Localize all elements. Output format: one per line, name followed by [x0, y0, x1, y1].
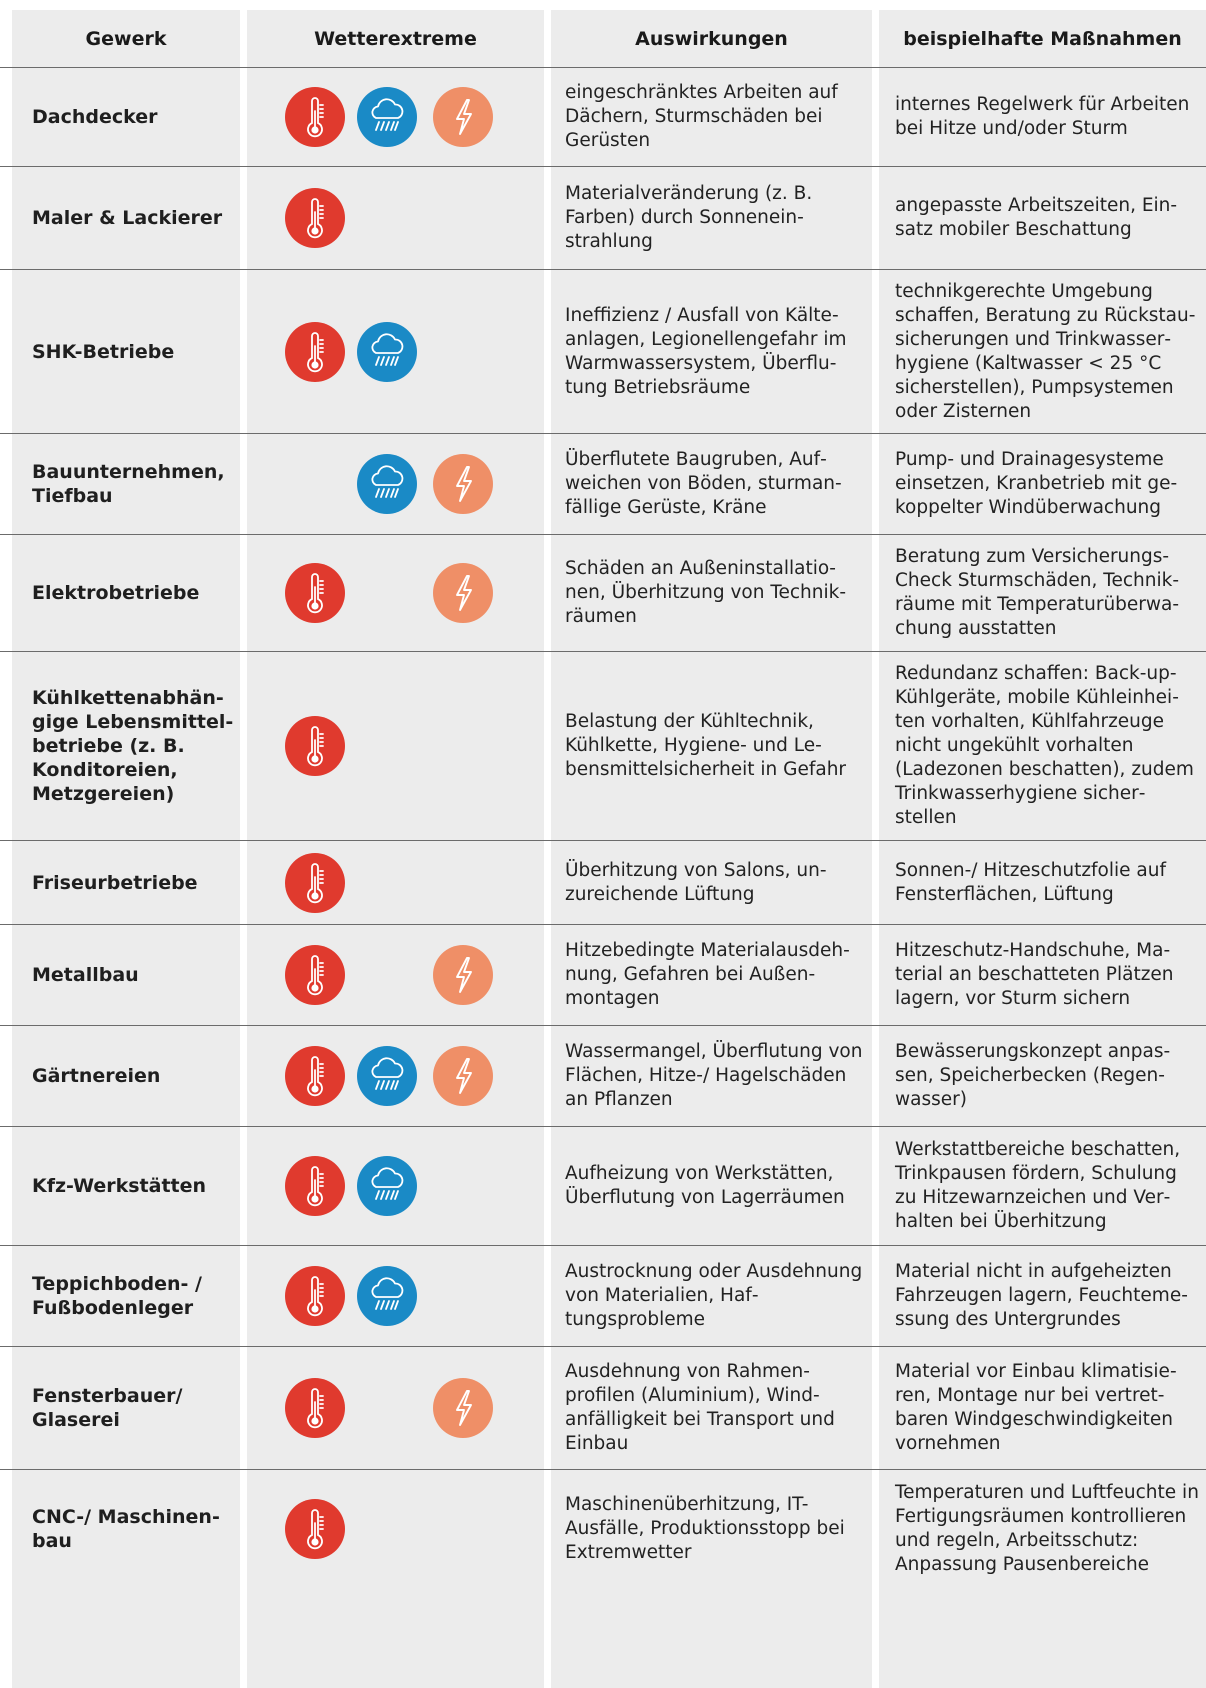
- weather-icon-group: [247, 714, 544, 778]
- thermometer-icon: [285, 1378, 345, 1438]
- rain-cloud-icon: [357, 322, 417, 382]
- thermometer-icon: [285, 716, 345, 776]
- wetterextreme-cell: [247, 1347, 544, 1469]
- weather-icon-group: [247, 561, 544, 625]
- gewerk-cell: [12, 652, 240, 840]
- auswirkungen-text: Hitzebedingte Materialausdehnung, Gefahren bei Außenmontagen: [565, 940, 850, 1009]
- rain-cloud-icon: [357, 1156, 417, 1216]
- wetterextreme-cell: [247, 167, 544, 269]
- massnahmen-cell: [879, 434, 1206, 534]
- header-gewerk: Gewerk: [85, 27, 167, 50]
- massnahmen-cell: [879, 1470, 1206, 1588]
- wetterextreme-cell: [247, 434, 544, 534]
- auswirkungen-cell: [551, 1246, 872, 1346]
- table-row: [0, 652, 1206, 841]
- table-row: [0, 1026, 1206, 1127]
- wetterextreme-cell: [247, 841, 544, 924]
- auswirkungen-cell: [551, 1347, 872, 1469]
- rain-cloud-icon: [357, 87, 417, 147]
- massnahmen-cell: [879, 535, 1206, 651]
- massnahmen-text: Werkstattbereiche beschatten, Trinkpausen fördern, Schulung zu Hitzewarnzeichen und Verhalten bei Überhitzung: [895, 1139, 1181, 1232]
- climate-measures-table: [0, 10, 1206, 1588]
- gewerk-cell: [12, 1246, 240, 1346]
- lightning-icon: [433, 1378, 493, 1438]
- wetterextreme-cell: [247, 1246, 544, 1346]
- weather-icon-group: [247, 1497, 544, 1561]
- gewerk-cell: [12, 535, 240, 651]
- thermometer-icon: [285, 1046, 345, 1106]
- massnahmen-text: angepasste Arbeitszeiten, Einsatz mobiler Beschattung: [895, 195, 1178, 240]
- massnahmen-cell: [879, 68, 1206, 166]
- weather-icon-group: [247, 851, 544, 915]
- weather-icon-group: [247, 1154, 544, 1218]
- wetterextreme-cell: [247, 652, 544, 840]
- massnahmen-text: Redundanz schaffen: Back-up-Kühlgeräte, mobile Kühleinheiten vorhalten, Kühlfahrzeuge nicht ungekühlt vorhalten (Ladezonen beschatten), zudem Trinkwasserhygiene sicherstellen: [895, 663, 1194, 828]
- table-header-row: [0, 10, 1206, 68]
- table-row: [0, 1127, 1206, 1246]
- massnahmen-text: Material nicht in aufgeheizten Fahrzeugen lagern, Feuchtemessung des Untergrundes: [895, 1261, 1188, 1330]
- table-row: [0, 841, 1206, 925]
- auswirkungen-text: Aufheizung von Werkstätten, Überflutung von Lagerräumen: [565, 1163, 845, 1208]
- lightning-icon: [433, 87, 493, 147]
- gewerk-name: Elektrobetriebe: [32, 582, 200, 604]
- wetterextreme-cell: [247, 925, 544, 1025]
- gewerk-name: Fensterbauer/ Glaserei: [32, 1385, 183, 1431]
- gewerk-cell: [12, 68, 240, 166]
- thermometer-icon: [285, 563, 345, 623]
- gewerk-cell: [12, 270, 240, 433]
- massnahmen-cell: [879, 652, 1206, 840]
- gewerk-cell: [12, 1026, 240, 1126]
- thermometer-icon: [285, 945, 345, 1005]
- auswirkungen-cell: [551, 841, 872, 924]
- massnahmen-cell: [879, 1246, 1206, 1346]
- weather-icon-group: [247, 186, 544, 250]
- gewerk-name: Kühlkettenabhängige Lebensmittelbetriebe (z. B. Konditoreien, Metzgereien): [32, 687, 234, 805]
- massnahmen-text: Pump- und Drainagesysteme einsetzen, Kranbetrieb mit gekoppelter Windüberwachung: [895, 449, 1178, 518]
- rain-cloud-icon: [357, 1046, 417, 1106]
- gewerk-name: Metallbau: [32, 964, 139, 986]
- thermometer-icon: [285, 853, 345, 913]
- auswirkungen-text: Ausdehnung von Rahmenprofilen (Aluminium), Windanfälligkeit bei Transport und Einbau: [565, 1361, 835, 1454]
- gewerk-name: Dachdecker: [32, 106, 158, 128]
- massnahmen-text: internes Regelwerk für Arbeiten bei Hitze und/oder Sturm: [895, 94, 1190, 139]
- massnahmen-cell: [879, 1347, 1206, 1469]
- table-row: [0, 535, 1206, 652]
- weather-icon-group: [247, 85, 544, 149]
- gewerk-cell: [12, 1347, 240, 1469]
- auswirkungen-text: eingeschränktes Arbeiten auf Dächern, Sturmschäden bei Gerüsten: [565, 82, 838, 151]
- wetterextreme-cell: [247, 1470, 544, 1588]
- massnahmen-text: Beratung zum Versicherungs-Check Sturmschäden, Technikräume mit Temperaturüberwachung ausstatten: [895, 546, 1180, 639]
- massnahmen-text: technikgerechte Umgebung schaffen, Beratung zu Rückstausicherungen und Trinkwasserhygiene (Kaltwasser < 25 °C sicherstellen), Pumpsystemen oder Zisternen: [895, 280, 1196, 422]
- massnahmen-text: Bewässerungskonzept anpassen, Speicherbecken (Regenwasser): [895, 1041, 1171, 1110]
- gewerk-cell: [12, 1127, 240, 1245]
- auswirkungen-text: Ineffizienz / Ausfall von Kälteanlagen, Legionellengefahr im Warmwassersystem, Überflutung Betriebsräume: [565, 304, 847, 398]
- table-body: [0, 68, 1206, 1588]
- massnahmen-cell: [879, 841, 1206, 924]
- lightning-icon: [433, 945, 493, 1005]
- gewerk-name: Friseurbetriebe: [32, 871, 198, 894]
- weather-icon-group: [247, 320, 544, 384]
- lightning-icon: [433, 563, 493, 623]
- auswirkungen-cell: [551, 434, 872, 534]
- gewerk-name: CNC-/ Maschinenbau: [32, 1506, 220, 1552]
- auswirkungen-text: Überhitzung von Salons, unzureichende Lüftung: [565, 859, 827, 905]
- thermometer-icon: [285, 1156, 345, 1216]
- auswirkungen-cell: [551, 68, 872, 166]
- auswirkungen-cell: [551, 167, 872, 269]
- lightning-icon: [433, 1046, 493, 1106]
- wetterextreme-cell: [247, 270, 544, 433]
- table-row: [0, 434, 1206, 535]
- gewerk-cell: [12, 167, 240, 269]
- table-row: [0, 925, 1206, 1026]
- massnahmen-text: Sonnen-/ Hitzeschutzfolie auf Fensterflächen, Lüftung: [895, 859, 1166, 905]
- auswirkungen-cell: [551, 1127, 872, 1245]
- gewerk-name: Maler & Lackierer: [32, 207, 223, 229]
- auswirkungen-text: Austrocknung oder Ausdehnung von Materialien, Haftungsprobleme: [565, 1261, 863, 1330]
- gewerk-name: Kfz-Werkstätten: [32, 1175, 207, 1197]
- table-row: [0, 1246, 1206, 1347]
- gewerk-cell: [12, 925, 240, 1025]
- massnahmen-cell: [879, 1026, 1206, 1126]
- gewerk-cell: [12, 434, 240, 534]
- massnahmen-cell: [879, 1127, 1206, 1245]
- rain-cloud-icon: [357, 1266, 417, 1326]
- massnahmen-text: Temperaturen und Luftfeuchte in Fertigungsräumen kontrollieren und regeln, Arbeitsschutz: Anpassung Pausenbereiche: [895, 1482, 1199, 1575]
- gewerk-cell: [12, 841, 240, 924]
- gewerk-name: SHK-Betriebe: [32, 340, 175, 363]
- auswirkungen-cell: [551, 535, 872, 651]
- table-row: [0, 68, 1206, 167]
- gewerk-name: Gärtnereien: [32, 1065, 161, 1087]
- rain-cloud-icon: [357, 454, 417, 514]
- header-auswirkungen: Auswirkungen: [635, 27, 788, 50]
- wetterextreme-cell: [247, 1127, 544, 1245]
- header-wetterextreme: Wetterextreme: [314, 27, 477, 50]
- thermometer-icon: [285, 87, 345, 147]
- weather-icon-group: [247, 1264, 544, 1328]
- lightning-icon: [433, 454, 493, 514]
- thermometer-icon: [285, 188, 345, 248]
- auswirkungen-text: Schäden an Außeninstallationen, Überhitzung von Technikräumen: [565, 558, 847, 627]
- massnahmen-cell: [879, 270, 1206, 433]
- thermometer-icon: [285, 1499, 345, 1559]
- auswirkungen-cell: [551, 1470, 872, 1588]
- massnahmen-text: Material vor Einbau klimatisieren, Montage nur bei vertretbaren Windgeschwindigkeiten vornehmen: [895, 1361, 1177, 1454]
- auswirkungen-cell: [551, 270, 872, 433]
- auswirkungen-text: Überflutete Baugruben, Aufweichen von Böden, sturmanfällige Gerüste, Kräne: [565, 449, 842, 518]
- weather-icon-group: [247, 1044, 544, 1108]
- thermometer-icon: [285, 1266, 345, 1326]
- massnahmen-cell: [879, 167, 1206, 269]
- auswirkungen-text: Belastung der Kühltechnik, Kühlkette, Hygiene- und Lebensmittelsicherheit in Gefahr: [565, 711, 847, 780]
- auswirkungen-cell: [551, 652, 872, 840]
- weather-icon-group: [247, 943, 544, 1007]
- table-row: [0, 270, 1206, 434]
- weather-icon-group: [247, 1376, 544, 1440]
- header-massnahmen: beispielhafte Maßnahmen: [903, 27, 1182, 50]
- gewerk-cell: [12, 1470, 240, 1588]
- table-row: [0, 1470, 1206, 1588]
- auswirkungen-text: Maschinenüberhitzung, IT-Ausfälle, Produktionsstopp bei Extremwetter: [565, 1494, 845, 1563]
- thermometer-icon: [285, 322, 345, 382]
- massnahmen-cell: [879, 925, 1206, 1025]
- wetterextreme-cell: [247, 535, 544, 651]
- auswirkungen-text: Materialveränderung (z. B. Farben) durch Sonneneinstrahlung: [565, 183, 813, 252]
- table-row: [0, 1347, 1206, 1470]
- wetterextreme-cell: [247, 1026, 544, 1126]
- table-row: [0, 167, 1206, 270]
- gewerk-name: Teppichboden- / Fußbodenleger: [32, 1273, 202, 1319]
- auswirkungen-cell: [551, 1026, 872, 1126]
- gewerk-name: Bauunternehmen, Tiefbau: [32, 461, 225, 507]
- wetterextreme-cell: [247, 68, 544, 166]
- massnahmen-text: Hitzeschutz-Handschuhe, Material an beschatteten Plätzen lagern, vor Sturm sichern: [895, 940, 1174, 1009]
- weather-icon-group: [247, 452, 544, 516]
- auswirkungen-cell: [551, 925, 872, 1025]
- auswirkungen-text: Wassermangel, Überflutung von Flächen, Hitze-/ Hagelschäden an Pflanzen: [565, 1041, 863, 1110]
